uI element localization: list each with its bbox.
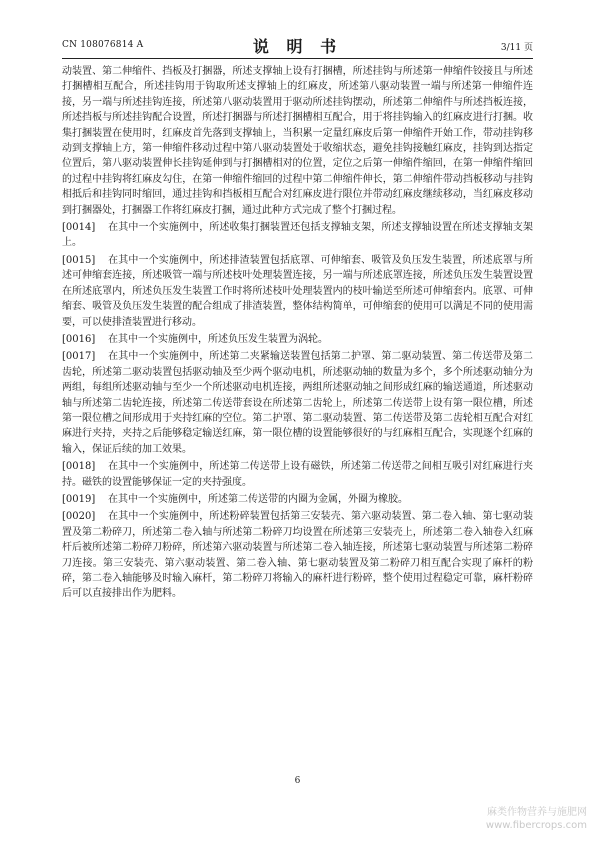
paragraph-text: 在其中一个实施例中，所述排渣装置包括底罩、可伸缩套、吸管及负压发生装置，所述底罩与所述可伸缩套连接，所述吸管一端与所述枝叶处理装置连接，另一端与所述底罩连接，所述负压发生装置设置在所述底罩内，所述负压发生装置工作时将所述枝叶处理装置内的枝叶输送至所述可伸缩套内。底罩、可伸缩套、吸管及负压发生装置的配合组成了排渣装置，整体结构简单，可伸缩套的使用可以满足不同的使用需要，可以使排渣装置进行移动。 — [62, 254, 533, 328]
paragraph-text: 在其中一个实施例中，所述收集打捆装置还包括支撑轴支架，所述支撑轴设置在所述支撑轴支架上。 — [62, 222, 533, 249]
paragraph-0020 — [62, 509, 533, 601]
paragraph-0017 — [62, 349, 533, 457]
paragraph-number: [0017] — [62, 351, 96, 363]
paragraph-0018 — [62, 459, 533, 490]
paragraph-text: 在其中一个实施例中，所述负压发生装置为涡轮。 — [108, 333, 328, 345]
paragraph-text: 在其中一个实施例中，所述第二传送带的内圈为金属，外圈为橡胶。 — [108, 493, 408, 505]
paragraph-number: [0019] — [62, 493, 96, 505]
paragraph-number: [0018] — [62, 461, 96, 473]
paragraph-text: 在其中一个实施例中，所述粉碎装置包括第三安装壳、第六驱动装置、第二卷入轴、第七驱动装置及第二粉碎刀，所述第二卷入轴与所述第二粉碎刀均设置在所述第三安装壳上，所述第二卷入轴卷入红麻杆后被所述第二粉碎刀粉碎，所述第六驱动装置与所述第二卷入轴连接，所述第七驱动装置与所述第二粉碎刀连接。第三安装壳、第六驱动装置、第二卷入轴、第七驱动装置及第二粉碎刀相互配合实现了麻杆的粉碎，第二卷入轴能够及时输入麻杆，第二粉碎刀将输入的麻杆进行粉碎，整个使用过程稳定可靠，麻杆粉碎后可以直接排出作为肥料。 — [62, 511, 533, 600]
site-watermark — [486, 806, 587, 832]
watermark-title: 麻类作物营养与施肥网 — [487, 807, 587, 818]
paragraph-0019 — [62, 492, 533, 507]
continued-paragraph: 动装置、第二伸缩件、挡板及打捆器，所述支撑轴上设有打捆槽，所述挂钩与所述第一伸缩件铰接且与所述打捆槽相互配合，所述挂钩用于钩取所述支撑轴上的红麻皮，所述第八驱动装置一端与所述第一伸缩件连接，另一端与所述挂钩连接，所述第八驱动装置用于驱动所述挂钩摆动，所述第二伸缩件与所述挡板连接，所述挡板与所述挂钩配合设置，所述打捆器与所述打捆槽相互配合，用于将挂钩输入的红麻皮进行打捆。收集打捆装置在使用时，红麻皮首先落到支撑轴上，当积累一定量红麻皮后第一伸缩件开始工作，带动挂钩移动到支撑轴上方，第一伸缩件移动过程中第八驱动装置处于收缩状态，避免挂钩接触红麻皮，挂钩到达指定位置后，第八驱动装置伸长挂钩延伸到与打捆槽相对的位置，定位之后第一伸缩件缩回，在第一伸缩件缩回的过程中挂钩将红麻皮勾住，在第一伸缩件缩回的过程中第二伸缩件伸长，第二伸缩件带动挡板移动与挂钩相抵后和挂钩同时缩回，通过挂钩和挡板相互配合对红麻皮进行限位并带动红麻皮继续移动，当红麻皮移动到打捆器处，打捆器工作将红麻皮打捆，通过此种方式完成了整个打捆过程。 — [62, 66, 533, 216]
page-count: 3/11 页 — [500, 43, 533, 53]
paragraph-text: 在其中一个实施例中，所述第二夹紧输送装置包括第二护罩、第二驱动装置、第二传送带及第二齿轮，所述第二驱动装置包括驱动轴及至少两个驱动电机，所述驱动轴的数量为多个，多个所述驱动轴分为两组，每组所述驱动轴与至少一个所述驱动电机连接，两组所述驱动轴之间形成红麻的输送通道，所述驱动轴与所述第二齿轮连接，所述第二传送带套设在所述第二齿轮上，所述第二传送带上设有第一限位槽，所述第一限位槽之间形成用于夹持红麻的空位。第二护罩、第二驱动装置、第二传送带及第二齿轮相互配合对红麻进行夹持，夹持之后能够稳定输送红麻，第一限位槽的设置能够很好的与红麻相互配合，实现逐个红麻的输入，保证后续的加工效果。 — [62, 351, 533, 455]
paragraph-0016 — [62, 332, 533, 347]
paragraph-number: [0020] — [62, 511, 96, 523]
page-header — [62, 34, 533, 56]
paragraph-0015 — [62, 253, 533, 330]
paragraph-number: [0015] — [62, 254, 96, 266]
paragraph-text: 在其中一个实施例中，所述第二传送带上设有磁铁，所述第二传送带之间相互吸引对红麻进行夹持。磁铁的设置能够保证一定的夹持强度。 — [62, 461, 533, 488]
paragraph-number: [0014] — [62, 222, 96, 234]
header-rule — [62, 58, 533, 59]
paragraph-0014 — [62, 220, 533, 251]
page-number: 6 — [294, 776, 301, 786]
body-text — [62, 64, 533, 604]
document-title: 说 明 书 — [252, 37, 343, 56]
publication-number: CN 108076814 A — [62, 40, 144, 50]
paragraph-number: [0016] — [62, 333, 96, 345]
watermark-url: www.fibercrops.com — [485, 820, 587, 831]
